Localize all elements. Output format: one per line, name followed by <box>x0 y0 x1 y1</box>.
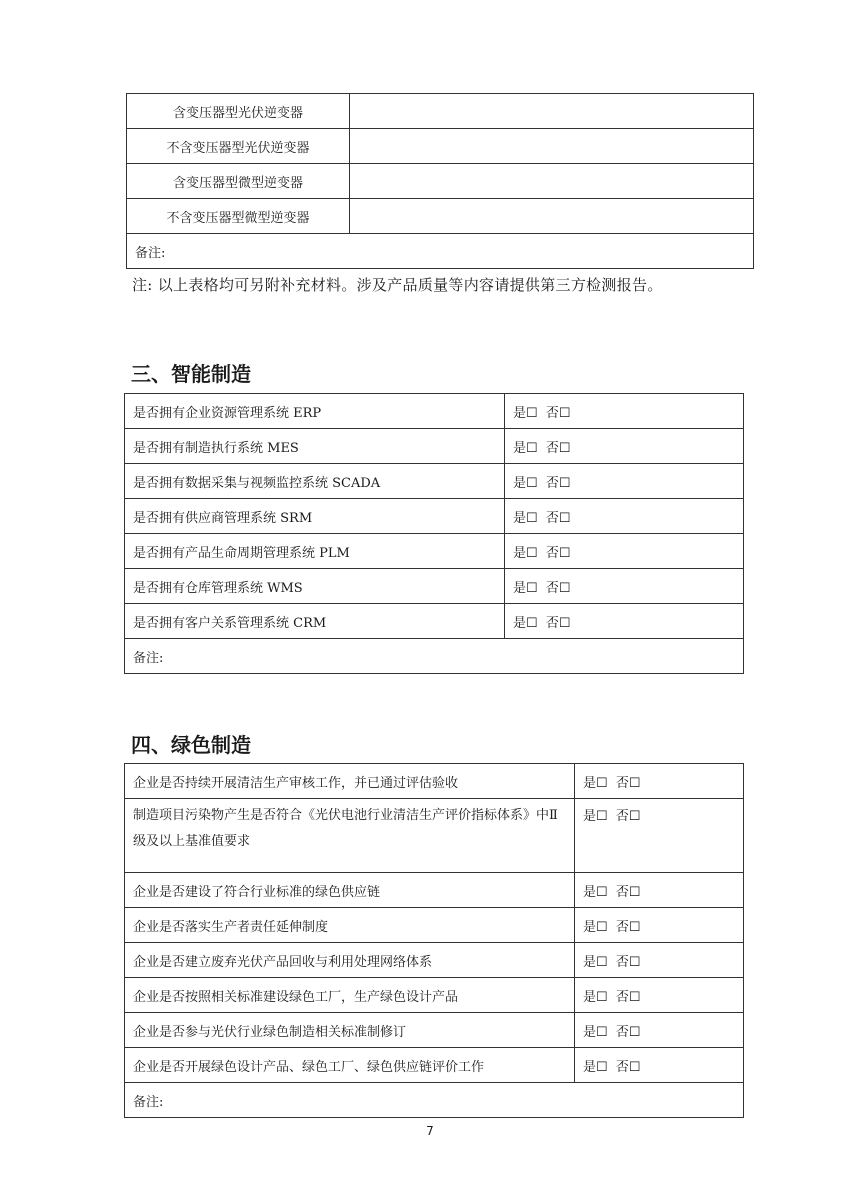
table-row <box>127 199 754 234</box>
table-row <box>125 429 744 464</box>
table-note: 注: 以上表格均可另附补充材料。涉及产品质量等内容请提供第三方检测报告。 <box>132 276 663 294</box>
row-value[interactable] <box>350 199 754 234</box>
smart-manufacturing-table <box>124 393 744 674</box>
question-cell: 是否拥有产品生命周期管理系统 PLM <box>125 534 505 569</box>
table-row <box>125 534 744 569</box>
remark-cell[interactable]: 备注: <box>125 1083 744 1118</box>
question-cell: 企业是否参与光伏行业绿色制造相关标准制修订 <box>125 1013 575 1048</box>
row-value[interactable] <box>350 164 754 199</box>
row-value[interactable] <box>350 94 754 129</box>
question-cell: 企业是否按照相关标准建设绿色工厂，生产绿色设计产品 <box>125 978 575 1013</box>
table-row <box>125 799 744 873</box>
question-cell: 企业是否持续开展清洁生产审核工作，并已通过评估验收 <box>125 764 575 799</box>
yes-no-checkbox[interactable]: 是☐ 否☐ <box>505 429 744 464</box>
yes-no-checkbox[interactable]: 是☐ 否☐ <box>505 604 744 639</box>
yes-no-checkbox[interactable]: 是☐ 否☐ <box>505 534 744 569</box>
table-row <box>125 604 744 639</box>
remark-cell[interactable]: 备注: <box>127 234 754 269</box>
question-cell: 是否拥有数据采集与视频监控系统 SCADA <box>125 464 505 499</box>
page-number: 7 <box>426 1124 434 1138</box>
section-title-smart-manufacturing: 三、智能制造 <box>131 362 251 386</box>
section-title-green-manufacturing: 四、绿色制造 <box>131 733 251 757</box>
yes-no-checkbox[interactable]: 是☐ 否☐ <box>505 569 744 604</box>
question-cell: 是否拥有客户关系管理系统 CRM <box>125 604 505 639</box>
table-row <box>125 1013 744 1048</box>
yes-no-checkbox[interactable]: 是☐ 否☐ <box>575 943 744 978</box>
table-row <box>125 464 744 499</box>
inverter-table <box>126 93 754 269</box>
question-cell: 企业是否落实生产者责任延伸制度 <box>125 908 575 943</box>
table-row <box>127 164 754 199</box>
row-label: 含变压器型微型逆变器 <box>127 164 350 199</box>
yes-no-checkbox[interactable]: 是☐ 否☐ <box>505 464 744 499</box>
table-row <box>125 394 744 429</box>
yes-no-checkbox[interactable]: 是☐ 否☐ <box>575 764 744 799</box>
table-row <box>125 908 744 943</box>
row-label: 不含变压器型光伏逆变器 <box>127 129 350 164</box>
question-cell: 企业是否开展绿色设计产品、绿色工厂、绿色供应链评价工作 <box>125 1048 575 1083</box>
table-row <box>125 499 744 534</box>
question-cell: 是否拥有制造执行系统 MES <box>125 429 505 464</box>
table-row <box>125 943 744 978</box>
yes-no-checkbox[interactable]: 是☐ 否☐ <box>575 908 744 943</box>
table-row <box>125 764 744 799</box>
yes-no-checkbox[interactable]: 是☐ 否☐ <box>505 499 744 534</box>
table-row <box>127 129 754 164</box>
green-manufacturing-table <box>124 763 744 1118</box>
table-row <box>125 873 744 908</box>
yes-no-checkbox[interactable]: 是☐ 否☐ <box>575 1048 744 1083</box>
yes-no-checkbox[interactable]: 是☐ 否☐ <box>575 978 744 1013</box>
question-cell: 企业是否建立废弃光伏产品回收与利用处理网络体系 <box>125 943 575 978</box>
yes-no-checkbox[interactable]: 是☐ 否☐ <box>575 799 744 873</box>
remark-row <box>125 639 744 674</box>
table-row <box>127 94 754 129</box>
question-cell: 是否拥有仓库管理系统 WMS <box>125 569 505 604</box>
question-cell: 是否拥有企业资源管理系统 ERP <box>125 394 505 429</box>
row-value[interactable] <box>350 129 754 164</box>
table-row <box>125 978 744 1013</box>
table-row <box>125 569 744 604</box>
remark-row <box>127 234 754 269</box>
row-label: 不含变压器型微型逆变器 <box>127 199 350 234</box>
remark-row <box>125 1083 744 1118</box>
question-cell: 是否拥有供应商管理系统 SRM <box>125 499 505 534</box>
yes-no-checkbox[interactable]: 是☐ 否☐ <box>575 873 744 908</box>
question-cell: 制造项目污染物产生是否符合《光伏电池行业清洁生产评价指标体系》中Ⅱ级及以上基准值要求 <box>125 799 575 873</box>
row-label: 含变压器型光伏逆变器 <box>127 94 350 129</box>
remark-cell[interactable]: 备注: <box>125 639 744 674</box>
table-row <box>125 1048 744 1083</box>
yes-no-checkbox[interactable]: 是☐ 否☐ <box>505 394 744 429</box>
question-cell: 企业是否建设了符合行业标准的绿色供应链 <box>125 873 575 908</box>
yes-no-checkbox[interactable]: 是☐ 否☐ <box>575 1013 744 1048</box>
